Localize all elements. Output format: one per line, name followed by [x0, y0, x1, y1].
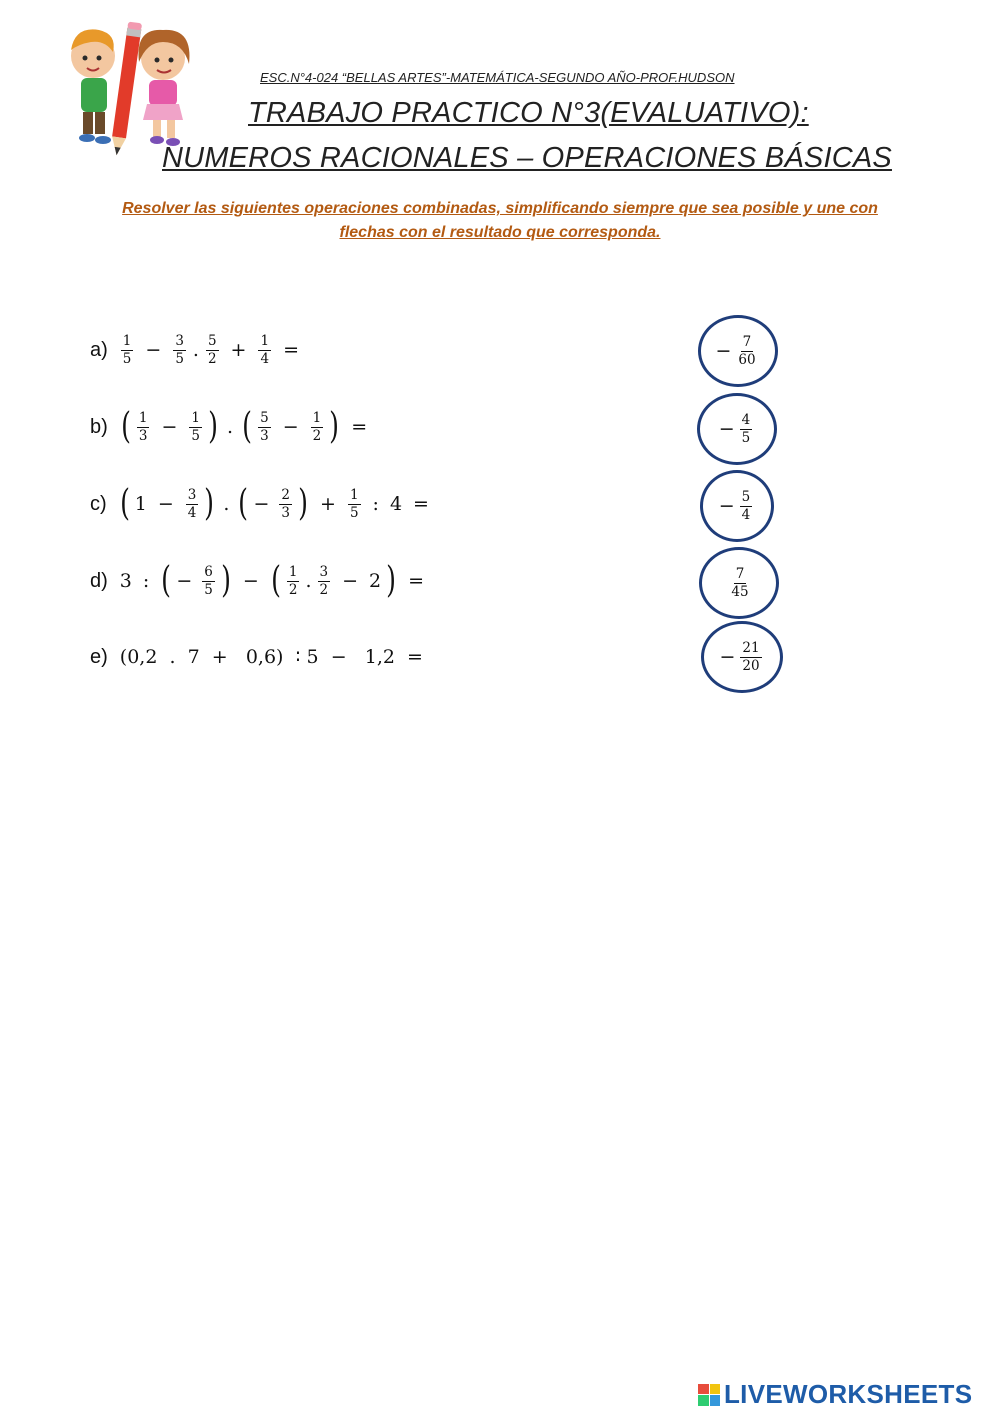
minus-sign: −: [253, 493, 270, 515]
operator: −: [157, 493, 174, 515]
exercise-e: [90, 635, 425, 679]
operator: +: [320, 493, 336, 515]
answer-circle[interactable]: − $\frac{7}{60}$: [698, 315, 778, 387]
operator: +: [230, 339, 247, 361]
equals-sign: =: [351, 416, 368, 438]
operator: .: [223, 493, 230, 515]
exercise-label: d): [90, 569, 108, 592]
answer-circle[interactable]: − $\frac{4}{5}$: [697, 393, 777, 465]
page-title: TRABAJO PRACTICO N°3(EVALUATIVO):: [248, 97, 809, 129]
right-paren: ): [220, 560, 231, 601]
right-paren: ): [329, 406, 340, 447]
fraction: $\frac{1}{5}$: [191, 410, 200, 444]
expression: (0,2 . 7 + 0,6) ∶ 5 − 1,2 =: [119, 646, 423, 668]
fraction: $\frac{1}{2}$: [288, 564, 298, 598]
term: 3: [119, 570, 132, 592]
kids-pencil-logo: [55, 18, 205, 158]
right-paren: ): [204, 483, 215, 524]
left-paren: (: [238, 483, 249, 524]
fraction: $\frac{1}{5}$: [349, 487, 359, 521]
school-header: ESC.N°4-024 “BELLAS ARTES”-MATEMÁTICA-SEGUNDO AÑO-PROF.HUDSON: [260, 70, 735, 85]
minus-sign: −: [176, 570, 193, 592]
exercise-b: [90, 405, 376, 449]
right-paren: ): [386, 560, 397, 601]
exercise-label: a): [90, 338, 108, 361]
answer-circle[interactable]: − $\frac{5}{4}$: [700, 470, 774, 542]
operator: −: [282, 416, 299, 438]
fraction: $\frac{6}{5}$: [204, 564, 213, 598]
fraction: $\frac{1}{3}$: [138, 410, 148, 444]
brand-name: LIVEWORKSHEETS: [724, 1379, 973, 1409]
left-paren: (: [242, 406, 252, 447]
fraction: $\frac{7}{45}$: [731, 566, 749, 600]
answer-circle[interactable]: [699, 547, 779, 619]
fraction: $\frac{21}{20}$: [742, 640, 760, 674]
exercise-label: b): [90, 415, 108, 438]
liveworksheets-logo: [698, 1379, 972, 1410]
right-paren: ): [208, 406, 218, 447]
term: 2: [369, 570, 382, 592]
left-paren: (: [119, 483, 130, 524]
fraction: $\frac{3}{5}$: [175, 333, 184, 367]
operator: .: [192, 339, 199, 361]
term: 1: [134, 493, 147, 515]
exercise-a: [90, 328, 308, 372]
operator: :: [142, 570, 150, 592]
fraction: $\frac{5}{3}$: [260, 410, 269, 444]
left-paren: (: [161, 560, 172, 601]
fraction: $\frac{1}{5}$: [122, 333, 132, 367]
exercise-label: c): [90, 492, 107, 515]
fraction: $\frac{7}{60}$: [738, 334, 756, 368]
operator: −: [145, 339, 162, 361]
right-paren: ): [298, 483, 308, 524]
left-paren: (: [270, 560, 281, 601]
page-subtitle: NUMEROS RACIONALES – OPERACIONES BÁSICAS: [162, 142, 892, 174]
operator: .: [305, 570, 312, 592]
instructions-line-2: flechas con el resultado que corresponda.: [339, 224, 661, 241]
fraction: $\frac{3}{4}$: [187, 487, 197, 521]
answer-circle[interactable]: − $\frac{21}{20}$: [701, 621, 783, 693]
operator: .: [227, 416, 234, 438]
operator: −: [342, 570, 359, 592]
fraction: $\frac{2}{3}$: [281, 487, 290, 521]
fraction: $\frac{5}{4}$: [741, 489, 751, 523]
term: 4: [389, 493, 403, 515]
fraction: $\frac{3}{2}$: [319, 564, 329, 598]
fraction: $\frac{1}{2}$: [312, 410, 322, 444]
equals-sign: =: [413, 493, 429, 515]
exercise-label: e): [90, 645, 108, 668]
exercise-c: [90, 482, 438, 526]
fraction: $\frac{5}{2}$: [207, 333, 217, 367]
instructions-line-1: Resolver las siguientes operaciones combinadas, simplificando siempre que sea posible y une con: [122, 200, 878, 217]
fraction: $\frac{1}{4}$: [260, 333, 270, 367]
liveworksheets-icon: [698, 1384, 720, 1406]
equals-sign: =: [408, 570, 425, 592]
equals-sign: =: [283, 339, 299, 361]
operator: :: [372, 493, 379, 515]
left-paren: (: [120, 406, 131, 447]
operator: −: [242, 570, 259, 592]
operator: −: [161, 416, 178, 438]
fraction: $\frac{4}{5}$: [741, 412, 751, 446]
exercise-d: [90, 559, 433, 603]
